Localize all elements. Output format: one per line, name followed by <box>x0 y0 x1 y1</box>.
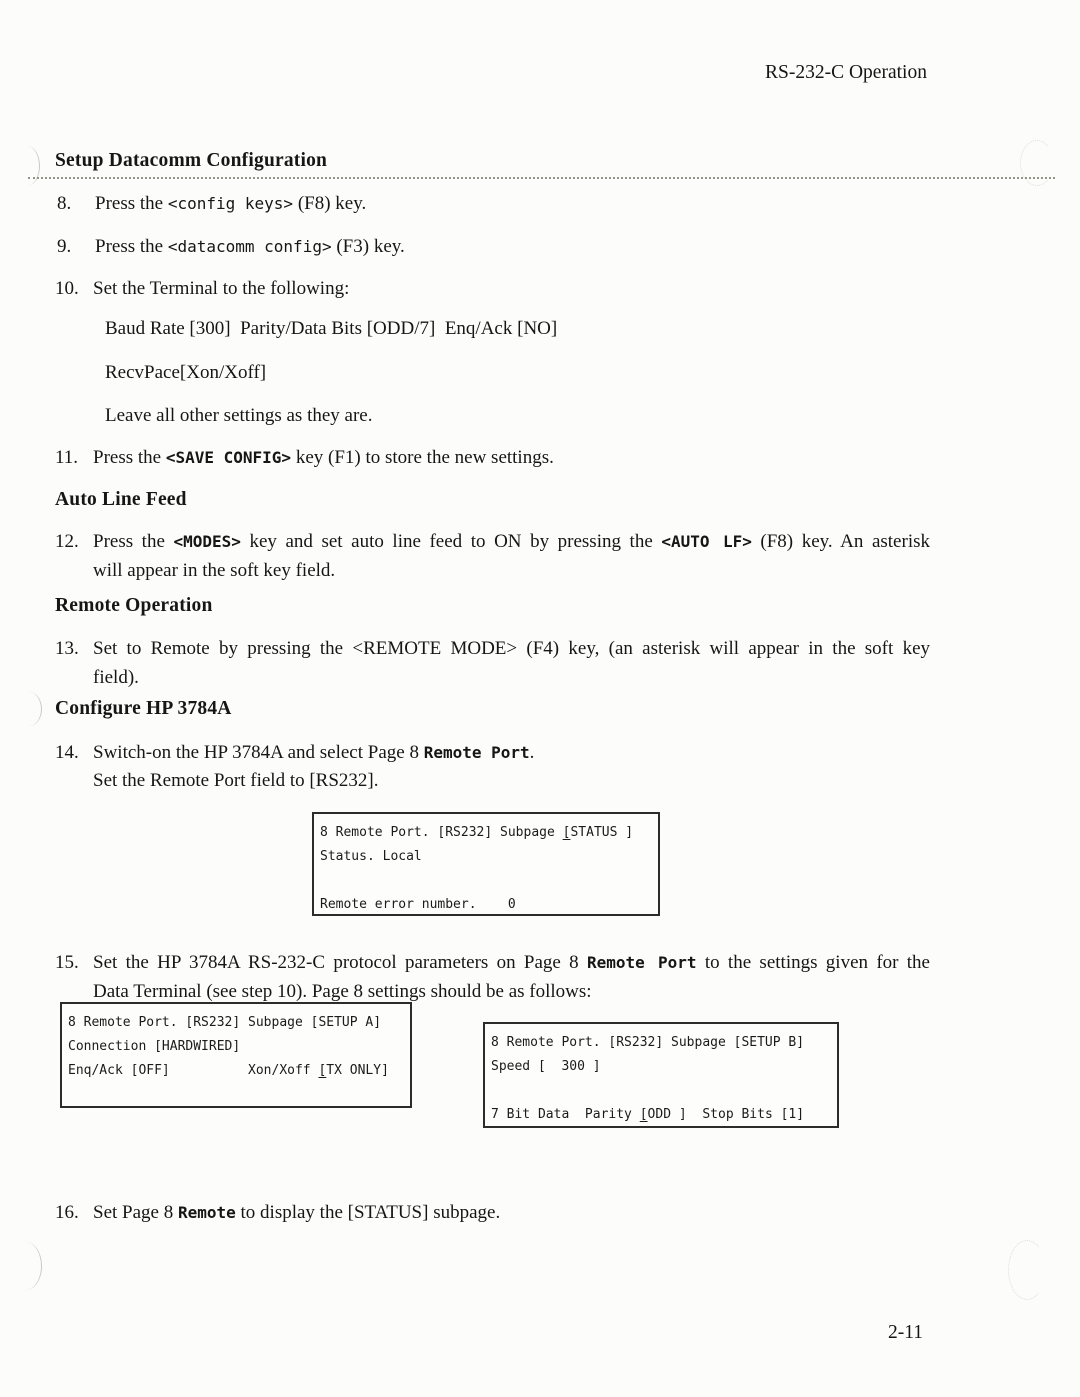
step-number: 16. <box>55 1202 79 1223</box>
step-text-segment: Press the <box>95 193 168 214</box>
terminal-line <box>68 1059 408 1083</box>
setting-line-baud: Baud Rate [300] Parity/Data Bits [ODD/7] Enq/Ack [NO] <box>105 318 558 339</box>
terminal-line <box>320 821 656 845</box>
step-12 <box>55 527 955 585</box>
step-text-segment: key and set auto line feed to ON by pressing the <box>240 531 662 552</box>
step-number: 8. <box>57 193 72 214</box>
section-heading-auto-line-feed: Auto Line Feed <box>55 489 187 510</box>
terminal-line: 8 Remote Port. [RS232] Subpage [SETUP B] <box>491 1035 805 1050</box>
step-text <box>93 1202 955 1224</box>
terminal-text: ODD ] Stop Bits [1] <box>647 1107 805 1122</box>
terminal-line: Speed [ 300 ] <box>491 1059 601 1074</box>
step-13 <box>55 634 955 692</box>
terminal-box-setup-a <box>60 1002 412 1108</box>
step-number: 11. <box>55 447 79 468</box>
step-text-segment: to display the [STATUS] subpage. <box>235 1202 501 1223</box>
step-text <box>93 739 955 795</box>
step-text <box>95 236 957 258</box>
softkey-label: <MODES> <box>173 532 241 551</box>
section-heading-setup-datacomm: Setup Datacomm Configuration <box>55 150 328 171</box>
terminal-text: 7 Bit Data Parity <box>491 1107 640 1122</box>
step-text-segment: Press the <box>95 236 168 257</box>
step-text-line: Data Terminal (see step 10). Page 8 settings should be as follows: <box>93 981 592 1002</box>
step-text-segment: Press the <box>93 531 174 552</box>
terminal-line-blank <box>68 1083 408 1107</box>
step-9 <box>57 236 957 258</box>
step-text-segment: key (F1) to store the new settings. <box>291 447 554 468</box>
terminal-text: TX ONLY] <box>326 1063 389 1078</box>
terminal-text: Enq/Ack [OFF] Xon/Xoff <box>68 1063 319 1078</box>
cursor-underline: [ <box>318 1063 327 1078</box>
step-text-line: Set to Remote by pressing the <REMOTE MODE> (F4) key, (an asterisk will appear in the soft key <box>93 638 930 659</box>
scan-artifact <box>26 692 42 726</box>
terminal-line: 8 Remote Port. [RS232] Subpage [SETUP A] <box>68 1015 382 1030</box>
step-text-line <box>93 739 955 767</box>
step-11 <box>55 447 955 469</box>
section-heading-remote-operation: Remote Operation <box>55 595 213 616</box>
field-name: Remote <box>177 1203 236 1222</box>
step-text-line: will appear in the soft key field. <box>93 560 336 581</box>
step-8 <box>57 193 957 215</box>
terminal-line: Connection [HARDWIRED] <box>68 1039 241 1054</box>
scan-artifact <box>1020 140 1054 186</box>
cursor-underline: [ <box>562 825 571 840</box>
step-text-line: Set the Remote Port field to [RS232]. <box>93 770 379 791</box>
step-text <box>93 634 955 692</box>
step-text <box>95 193 957 215</box>
terminal-box-setup-b <box>483 1022 839 1128</box>
softkey-label: <SAVE CONFIG> <box>165 448 292 467</box>
terminal-box-status <box>312 812 660 916</box>
step-text <box>93 447 955 469</box>
setting-line-leave: Leave all other settings as they are. <box>105 405 373 426</box>
step-number: 9. <box>57 236 72 257</box>
page-number: 2-11 <box>888 1322 924 1343</box>
step-number: 12. <box>55 531 79 552</box>
step-text-line <box>93 527 930 556</box>
step-text <box>93 948 955 1006</box>
step-text-segment: Press the <box>93 447 166 468</box>
step-text-segment: Set Page 8 <box>93 1202 178 1223</box>
step-text-segment: (F3) key. <box>331 236 405 257</box>
scan-artifact <box>22 1242 42 1290</box>
page-header-title: RS-232-C Operation <box>765 62 927 83</box>
terminal-line-blank <box>491 1079 835 1103</box>
step-text-segment: Switch-on the HP 3784A and select Page 8 <box>93 742 424 763</box>
scan-artifact <box>1008 1240 1046 1300</box>
step-text-line <box>93 948 930 977</box>
step-14 <box>55 739 955 795</box>
softkey-label: <AUTO LF> <box>661 532 752 551</box>
step-text <box>93 527 955 585</box>
step-number: 15. <box>55 952 79 973</box>
step-text-segment: . <box>529 742 535 763</box>
softkey-label: <datacomm config> <box>167 237 332 256</box>
scan-artifact <box>24 146 40 186</box>
section-heading-configure-hp3784a: Configure HP 3784A <box>55 698 232 719</box>
terminal-line <box>491 1103 835 1127</box>
softkey-label: <config keys> <box>167 194 294 213</box>
dotted-divider <box>28 177 1055 179</box>
terminal-line: Status. Local <box>320 849 422 864</box>
step-15 <box>55 948 955 1006</box>
step-number: 14. <box>55 742 79 763</box>
terminal-text: STATUS ] <box>570 825 634 840</box>
step-text-segment: (F8) key. <box>293 193 367 214</box>
step-number: 10. <box>55 278 79 299</box>
step-text-segment: to the settings given for the <box>696 952 930 973</box>
field-name: Remote Port <box>423 743 530 762</box>
step-text-line: field). <box>93 667 139 688</box>
step-text-segment: Set the HP 3784A RS-232-C protocol parameters on Page 8 <box>93 952 587 973</box>
setting-line-recvpace: RecvPace[Xon/Xoff] <box>105 362 267 383</box>
step-10 <box>55 278 955 300</box>
step-text: Set the Terminal to the following: <box>93 278 350 299</box>
terminal-text: 8 Remote Port. [RS232] Subpage <box>320 825 563 840</box>
terminal-line-blank <box>320 869 656 893</box>
step-16 <box>55 1202 955 1224</box>
step-text-segment: (F8) key. An asterisk <box>751 531 930 552</box>
step-number: 13. <box>55 638 79 659</box>
field-name: Remote Port <box>586 953 697 972</box>
terminal-line: Remote error number. 0 <box>320 897 516 912</box>
cursor-underline: [ <box>639 1107 648 1122</box>
